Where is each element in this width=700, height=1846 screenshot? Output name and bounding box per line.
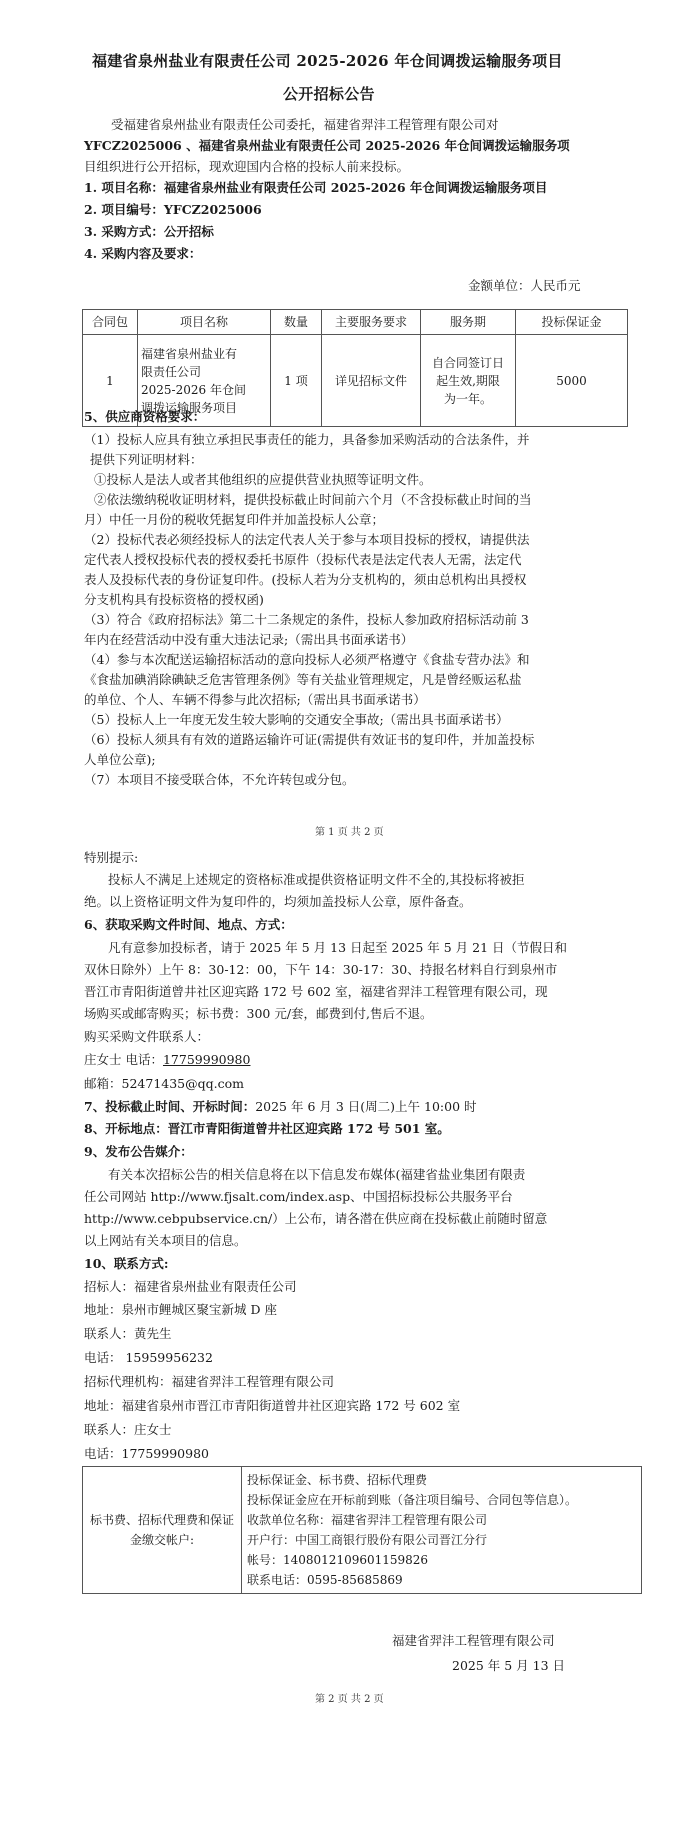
signature-date: 2025 年 5 月 13 日	[452, 1658, 566, 1673]
qualify-line: 人单位公章);	[84, 752, 156, 767]
payment-line: 开户行：中国工商银行股份有限公司晋江分行	[247, 1533, 488, 1547]
qualify-line: 分支机构具有投标资格的授权函)	[84, 592, 264, 607]
media-line: http://www.cebpubservice.cn/）上公布，请各潜在供应商在投标截止前随时留意	[84, 1211, 548, 1226]
qualify-line: 月）中任一月份的税收凭据复印件并加盖投标人公章；	[84, 512, 385, 527]
cell-requirement: 详见招标文件	[322, 335, 421, 427]
email-label: 邮箱：	[84, 1076, 122, 1091]
payment-line: 帐号：1408012109601159826	[247, 1553, 429, 1567]
intro-line: 受福建省泉州盐业有限责任公司委托，福建省羿沣工程管理有限公司对	[111, 117, 499, 132]
section-heading: 10、联系方式:	[84, 1256, 169, 1271]
cell-line: 福建省泉州盐业有	[141, 346, 238, 361]
cell-line: 2025-2026 年仓间	[141, 382, 246, 397]
contact-address: 地址：泉州市鲤城区聚宝新城 D 座	[84, 1302, 277, 1317]
qualify-line: 定代表人授权投标代表的授权委托书原件（投标代表是法定代表人无需，法定代	[84, 552, 522, 567]
qualify-line: 表人及投标代表的身份证复印件。(投标人若为分支机构的，须由总机构出具授权	[84, 572, 527, 587]
contact-address: 地址：福建省泉州市晋江市青阳街道曾井社区迎宾路 172 号 602 室	[84, 1398, 461, 1413]
contact-person: 联系人：黄先生	[84, 1326, 172, 1341]
section-heading: 9、发布公告媒介：	[84, 1144, 193, 1159]
page-number: 第 1 页 共 2 页	[315, 827, 384, 838]
deadline-line	[84, 1097, 477, 1117]
media-line: 有关本次招标公告的相关信息将在以下信息发布媒体(福建省盐业集团有限责	[108, 1167, 526, 1182]
qualify-line: 提供下列证明材料：	[90, 452, 203, 467]
item-procurement-method: 3. 采购方式：公开招标	[84, 224, 214, 239]
section-heading: 5、供应商资格要求：	[84, 409, 206, 424]
media-line: 任公司网站 http://www.fjsalt.com/index.asp、中国招标投标公共服务平台	[84, 1189, 513, 1204]
cell-quantity: 1 项	[271, 335, 322, 427]
contact-tenderer: 招标人：福建省泉州盐业有限责任公司	[84, 1279, 297, 1294]
special-heading: 特别提示:	[84, 850, 139, 865]
qualify-line: 年内在经营活动中没有重大违法记录;（需出具书面承诺书）	[84, 632, 414, 647]
qualify-line: （5）投标人上一年度无发生较大影响的交通安全事故;（需出具书面承诺书）	[84, 712, 509, 727]
qualify-line: （3）符合《政府招标法》第二十二条规定的条件，投标人参加政府招标活动前 3	[84, 612, 529, 627]
intro-line: 目组织进行公开招标，现欢迎国内合格的投标人前来投标。	[84, 159, 410, 174]
item-project-number: 2. 项目编号：YFCZ2025006	[84, 202, 262, 217]
payment-line: 投标保证金应在开标前到账（备注项目编号、合同包等信息）。	[247, 1493, 578, 1507]
item-procurement-content: 4. 采购内容及要求：	[84, 246, 202, 261]
qualify-line: ②依法缴纳税收证明材料，提供投标截止时间前六个月（不含投标截止时间的当	[94, 492, 532, 507]
qualify-line: （4）参与本次配送运输招标活动的意向投标人必须严格遵守《食盐专营办法》和	[84, 652, 530, 667]
payment-account-label: 标书费、招标代理费和保证金缴交帐户:	[83, 1467, 242, 1594]
payment-account-details	[242, 1467, 642, 1594]
payment-line: 收款单位名称：福建省羿沣工程管理有限公司	[247, 1513, 488, 1527]
payment-line: 联系电话：0595-85685869	[247, 1573, 403, 1587]
cell-line: 限责任公司	[141, 364, 202, 379]
section-heading: 6、获取采购文件时间、地点、方式：	[84, 917, 293, 932]
cell-period	[421, 335, 516, 427]
doc-title-line2: 公开招标公告	[283, 85, 375, 103]
intro-line: YFCZ2025006 、福建省泉州盐业有限责任公司 2025-2026 年仓间调拨运输服务项	[84, 138, 570, 153]
item-project-name: 1. 项目名称：福建省泉州盐业有限责任公司 2025-2026 年仓间调拨运输服务项目	[84, 180, 548, 195]
obtain-line: 凡有意参加投标者，请于 2025 年 5 月 13 日起至 2025 年 5 月 21 日（节假日和	[108, 940, 568, 955]
qualify-line: （6）投标人须具有有效的道路运输许可证(需提供有效证书的复印件，并加盖投标	[84, 732, 535, 747]
email-value[interactable]: 52471435@qq.com	[121, 1076, 244, 1091]
contact-phone: 电话：17759990980	[84, 1446, 209, 1461]
obtain-line: 场购买或邮寄购买；标书费：300 元/套，邮费到付,售后不退。	[84, 1006, 433, 1021]
media-line: 以上网站有关本项目的信息。	[84, 1233, 247, 1248]
col-header: 投标保证金	[516, 310, 628, 335]
phone-link[interactable]: 17759990980	[162, 1052, 251, 1067]
location-line: 8、开标地点：晋江市青阳街道曾井社区迎宾路 172 号 501 室。	[84, 1121, 450, 1136]
contact-name: 庄女士 电话：	[84, 1052, 163, 1067]
obtain-line: 双休日除外）上午 8：30-12：00，下午 14：30-17：30、持报名材料自行到泉州市	[84, 962, 558, 977]
contact-phone: 电话： 15959956232	[84, 1350, 213, 1365]
qualify-list	[84, 430, 534, 790]
contact-line	[84, 1050, 250, 1070]
table-row	[83, 1467, 642, 1594]
payment-line: 投标保证金、标书费、招标代理费	[247, 1473, 428, 1487]
col-header: 合同包	[83, 310, 138, 335]
cell-line: 调拨运输服务项目	[141, 400, 238, 415]
email-line	[84, 1074, 244, 1094]
cell-line: 自合同签订日	[431, 355, 504, 370]
special-line: 投标人不满足上述规定的资格标准或提供资格证明文件不全的,其投标将被拒	[108, 872, 525, 887]
cell-deposit: 5000	[516, 335, 628, 427]
doc-title-line1: 福建省泉州盐业有限责任公司 2025-2026 年仓间调拨运输服务项目	[92, 52, 563, 70]
col-header: 数量	[271, 310, 322, 335]
deadline-label: 7、投标截止时间、开标时间：	[84, 1099, 256, 1114]
contact-heading: 购买采购文件联系人：	[84, 1029, 210, 1044]
table-header-row	[83, 310, 628, 335]
qualify-line: 《食盐加碘消除碘缺乏危害管理条例》等有关盐业管理规定，凡是曾经贩运私盐	[84, 672, 522, 687]
col-header: 项目名称	[138, 310, 271, 335]
contact-person: 联系人：庄女士	[84, 1422, 172, 1437]
page-number: 第 2 页 共 2 页	[315, 1694, 384, 1705]
obtain-line: 晋江市青阳街道曾井社区迎宾路 172 号 602 室，福建省羿沣工程管理有限公司，现	[84, 984, 548, 999]
deadline-value: 2025 年 6 月 3 日(周二)上午 10:00 时	[255, 1099, 477, 1114]
cell-package: 1	[83, 335, 138, 427]
cell-line: 为一年。	[443, 391, 492, 406]
special-line: 绝。以上资格证明文件为复印件的，均须加盖投标人公章，原件备查。	[84, 894, 472, 909]
cell-line: 起生效,期限	[436, 373, 500, 388]
payment-account-table	[82, 1466, 642, 1594]
qualify-line: 的单位、个人、车辆不得参与此次招标;（需出具书面承诺书）	[84, 692, 426, 707]
qualify-line: （7）本项目不接受联合体，不允许转包或分包。	[84, 772, 355, 787]
qualify-line: （1）投标人应具有独立承担民事责任的能力，具备参加采购活动的合法条件，并	[84, 432, 530, 447]
qualify-line: （2）投标代表必须经投标人的法定代表人关于参与本项目投标的授权，请提供法	[84, 532, 530, 547]
signature-company: 福建省羿沣工程管理有限公司	[392, 1633, 555, 1648]
contact-agency: 招标代理机构：福建省羿沣工程管理有限公司	[84, 1374, 335, 1389]
col-header: 服务期	[421, 310, 516, 335]
col-header: 主要服务要求	[322, 310, 421, 335]
qualify-line: ①投标人是法人或者其他组织的应提供营业执照等证明文件。	[94, 472, 432, 487]
currency-unit: 金额单位：人民币元	[468, 278, 581, 293]
